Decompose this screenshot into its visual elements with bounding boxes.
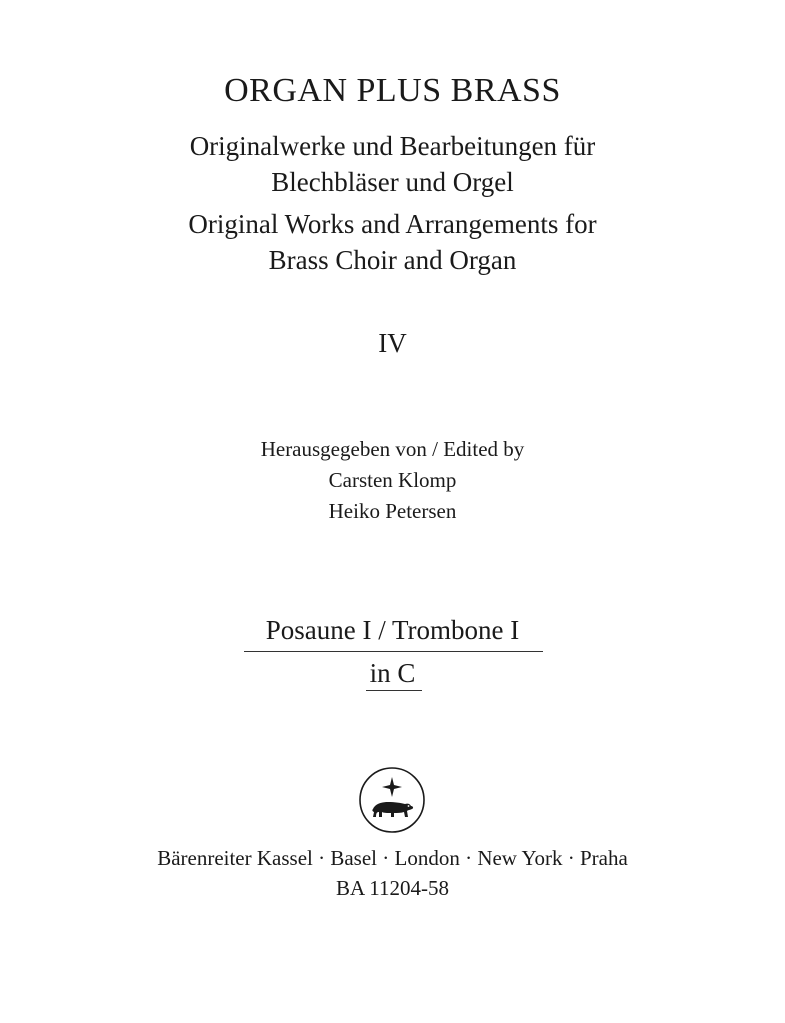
subtitle-english-line-1: Original Works and Arrangements for xyxy=(188,209,597,239)
editor-name: Carsten Klomp xyxy=(328,468,457,492)
key-underline xyxy=(366,690,422,691)
volume-number: IV xyxy=(378,328,407,358)
page-title: ORGAN PLUS BRASS xyxy=(224,72,561,109)
part-instrument: Posaune I / Trombone I xyxy=(265,615,520,645)
subtitle-english-line-2: Brass Choir and Organ xyxy=(268,245,517,275)
editors-label: Herausgegeben von / Edited by xyxy=(260,437,525,461)
subtitle-german-line-1: Originalwerke und Bearbeitungen für xyxy=(189,131,596,161)
publisher-line: Bärenreiter Kassel · Basel · London · New York · Praha xyxy=(157,846,628,870)
catalog-number: BA 11204-58 xyxy=(336,876,449,900)
editor-name: Heiko Petersen xyxy=(328,499,457,523)
instrument-underline xyxy=(244,651,543,652)
part-key: in C xyxy=(369,658,416,688)
baerenreiter-bear-logo-icon xyxy=(357,765,427,835)
subtitle-german-line-2: Blechbläser und Orgel xyxy=(271,167,514,197)
